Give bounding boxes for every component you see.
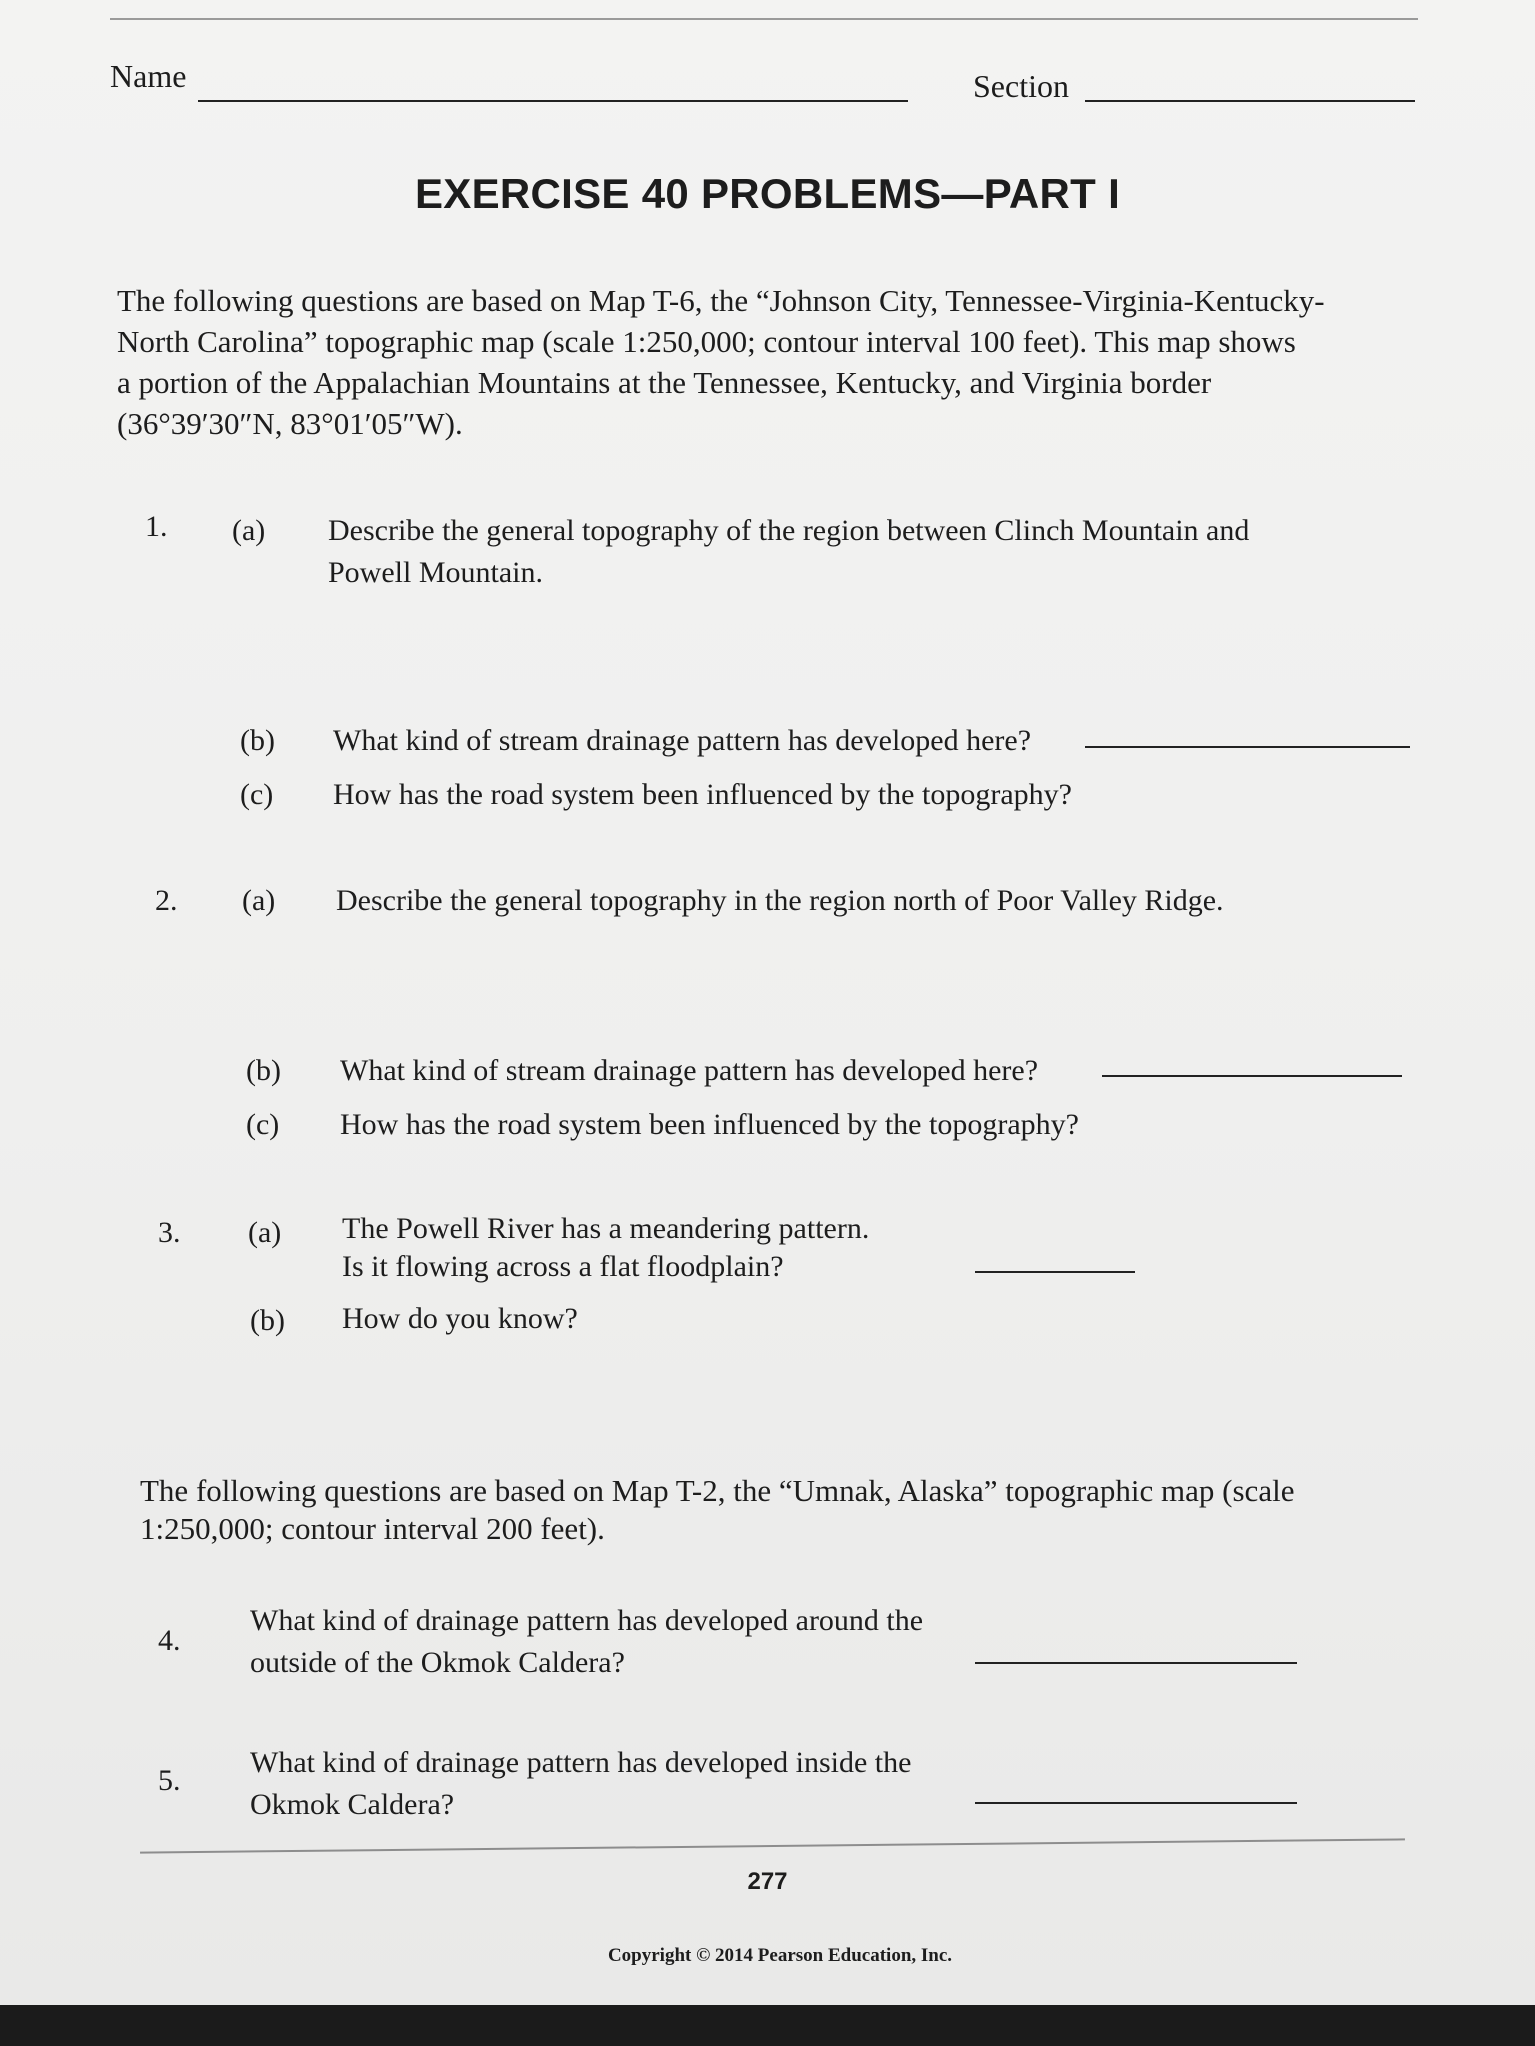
dark-background-edge: [0, 2005, 1535, 2046]
bottom-divider: [140, 1838, 1405, 1853]
answer-blank-1b[interactable]: [1085, 746, 1410, 748]
question-3b-label: (b): [250, 1304, 285, 1337]
answer-blank-2b[interactable]: [1102, 1075, 1402, 1077]
question-1a-text: [328, 510, 1418, 594]
question-5-number: 5.: [158, 1764, 181, 1797]
name-blank-line[interactable]: [198, 100, 908, 102]
top-divider: [110, 18, 1418, 20]
question-1c-text: How has the road system been influenced by the topography?: [333, 778, 1072, 811]
section-blank-line[interactable]: [1085, 100, 1415, 102]
question-2b-label: (b): [246, 1054, 281, 1087]
intro-1-line: North Carolina” topographic map (scale 1:250,000; contour interval 100 feet). This map shows: [117, 324, 1296, 359]
answer-blank-4[interactable]: [975, 1662, 1297, 1664]
question-2a-label: (a): [242, 884, 276, 917]
question-5-text: [250, 1742, 911, 1826]
question-1c-label: (c): [240, 778, 274, 811]
question-line: The Powell River has a meandering pattern.: [342, 1212, 870, 1245]
intro-1-line: a portion of the Appalachian Mountains at the Tennessee, Kentucky, and Virginia border: [117, 365, 1212, 400]
intro-2-line: 1:250,000; contour interval 200 feet).: [140, 1511, 605, 1546]
question-1b-text: What kind of stream drainage pattern has developed here?: [333, 724, 1032, 757]
question-2a-text: Describe the general topography in the region north of Poor Valley Ridge.: [336, 884, 1224, 917]
question-4-text: [250, 1600, 923, 1684]
question-2c-label: (c): [246, 1108, 280, 1141]
section-label: Section: [973, 68, 1069, 104]
intro-paragraph-1: [117, 280, 1417, 444]
question-1a-label: (a): [232, 514, 266, 547]
question-1b-label: (b): [240, 724, 275, 757]
copyright-notice: Copyright © 2014 Pearson Education, Inc.: [607, 1945, 953, 1966]
question-line: Okmok Caldera?: [250, 1788, 455, 1821]
question-line: Powell Mountain.: [328, 556, 543, 589]
page-number: 277: [747, 1868, 788, 1895]
name-label: Name: [110, 58, 187, 94]
intro-paragraph-2: [140, 1472, 1405, 1548]
answer-blank-5[interactable]: [975, 1802, 1297, 1804]
question-4-number: 4.: [158, 1624, 181, 1657]
page-title: EXERCISE 40 PROBLEMS—PART I: [414, 170, 1121, 217]
question-line: Is it flowing across a flat floodplain?: [342, 1250, 784, 1283]
question-line: What kind of drainage pattern has developed inside the: [250, 1746, 912, 1779]
question-3a-text: [342, 1210, 869, 1286]
question-line: outside of the Okmok Caldera?: [250, 1646, 625, 1679]
question-2b-text: What kind of stream drainage pattern has developed here?: [340, 1054, 1039, 1087]
question-2-number: 2.: [155, 884, 178, 917]
question-2c-text: How has the road system been influenced by the topography?: [340, 1108, 1079, 1141]
intro-1-line: (36°39′30″N, 83°01′05″W).: [117, 406, 463, 441]
intro-1-line: The following questions are based on Map T-6, the “Johnson City, Tennessee-Virginia-Kentucky-: [117, 283, 1325, 318]
question-line: Describe the general topography of the region between Clinch Mountain and: [328, 514, 1250, 547]
question-3b-text: How do you know?: [342, 1302, 578, 1335]
question-3-number: 3.: [158, 1216, 181, 1249]
question-1-number: 1.: [145, 510, 168, 543]
question-3a-label: (a): [248, 1216, 282, 1249]
intro-2-line: The following questions are based on Map T-2, the “Umnak, Alaska” topographic map (scale: [140, 1473, 1295, 1508]
question-line: What kind of drainage pattern has developed around the: [250, 1604, 924, 1637]
answer-blank-3a[interactable]: [975, 1271, 1135, 1273]
